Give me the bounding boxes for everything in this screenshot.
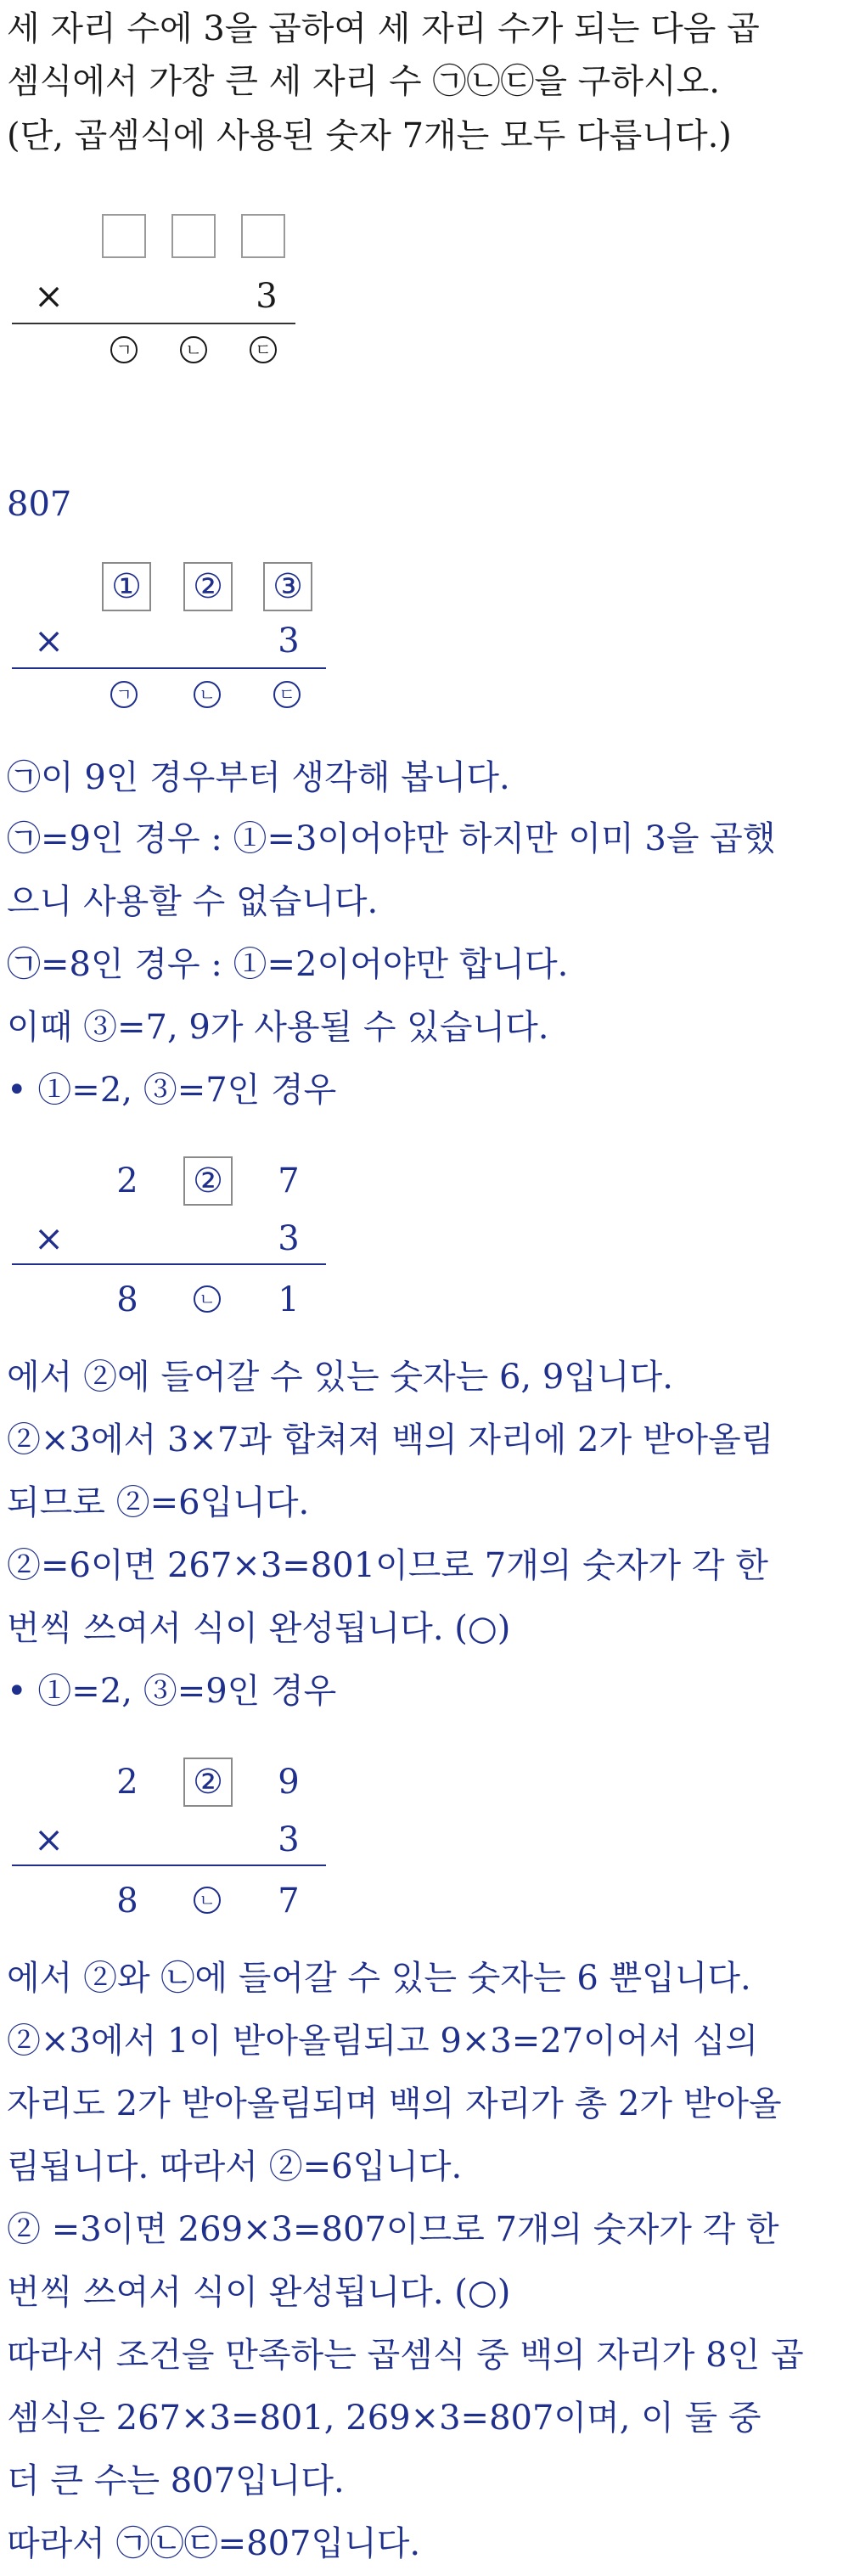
- setup-circled-nieun: ㄴ: [194, 681, 221, 708]
- explain-line-b3: 되므로 ②=6입니다.: [7, 1483, 310, 1522]
- case2-top-1: 2: [116, 1763, 138, 1802]
- problem-line-3: (단, 곱셈식에 사용된 숫자 7개는 모두 다릅니다.): [7, 116, 732, 155]
- explain-line-c3: 자리도 2가 받아올림되며 백의 자리가 총 2가 받아올: [7, 2084, 782, 2123]
- problem-line-2: 셈식에서 가장 큰 세 자리 수 ㉠㉡㉢을 구하시오.: [7, 62, 720, 101]
- explain-line-b4: ②=6이면 267×3=801이므로 7개의 숫자가 각 한: [7, 1546, 768, 1585]
- case2-multiplier: 3: [278, 1820, 300, 1859]
- case2-multiply-sign: ×: [34, 1819, 65, 1860]
- setup-multiply-sign: ×: [34, 620, 65, 661]
- case1-multiplier: 3: [278, 1219, 300, 1258]
- case1-top-2: ②: [183, 1156, 233, 1206]
- explain-line-b5: 번씩 쓰여서 식이 완성됩니다. (○): [7, 1609, 511, 1648]
- case2-result-3: 7: [278, 1881, 300, 1921]
- explain-line-c1: 에서 ②와 ㉡에 들어갈 수 있는 숫자는 6 뿐입니다.: [7, 1959, 751, 1998]
- case2-result-2: ㄴ: [194, 1887, 221, 1914]
- case1-multiply-sign: ×: [34, 1218, 65, 1259]
- explain-line-c2: ②×3에서 1이 받아올림되고 9×3=27이어서 십의: [7, 2022, 759, 2061]
- case2-top-3: 9: [278, 1763, 300, 1802]
- explain-line-b2: ②×3에서 3×7과 합쳐져 백의 자리에 2가 받아올림: [7, 1420, 774, 1460]
- multiplier-digit: 3: [256, 277, 278, 316]
- case1-top-1: 2: [116, 1161, 138, 1201]
- multiply-rule: [12, 323, 295, 324]
- conclusion-line: 따라서 ㉠㉡㉢=807입니다.: [7, 2524, 421, 2563]
- explain-line-c4: 림됩니다. 따라서 ②=6입니다.: [7, 2147, 463, 2186]
- setup-box-2: ②: [183, 562, 233, 611]
- case1-result-3: 1: [278, 1280, 300, 1319]
- circled-digeut: ㄷ: [250, 336, 277, 363]
- explain-line-c9: 더 큰 수는 807입니다.: [7, 2461, 345, 2500]
- explain-line-a5: 이때 ③=7, 9가 사용될 수 있습니다.: [7, 1008, 549, 1047]
- case-heading-2: • ①=2, ③=9인 경우: [7, 1672, 337, 1711]
- circled-nieun: ㄴ: [180, 336, 207, 363]
- setup-multiplier: 3: [278, 622, 300, 661]
- case1-result-2: ㄴ: [194, 1285, 221, 1313]
- explain-line-b1: 에서 ②에 들어갈 수 있는 숫자는 6, 9입니다.: [7, 1358, 673, 1397]
- explain-line-c8: 셈식은 267×3=801, 269×3=807이며, 이 둘 중: [7, 2399, 762, 2438]
- setup-circled-giyeok: ㄱ: [110, 681, 138, 708]
- case2-result-1: 8: [116, 1881, 138, 1921]
- setup-box-3: ③: [263, 562, 312, 611]
- circled-giyeok: ㄱ: [110, 336, 138, 363]
- setup-circled-digeut: ㄷ: [273, 681, 301, 708]
- setup-rule: [12, 667, 326, 669]
- multiply-sign: ×: [34, 275, 65, 317]
- explain-line-a2: ㉠=9인 경우 : ①=3이어야만 하지만 이미 3을 곱했: [7, 819, 776, 858]
- explain-line-a1: ㉠이 9인 경우부터 생각해 봅니다.: [7, 758, 510, 797]
- setup-box-1: ①: [102, 562, 151, 611]
- case2-top-2: ②: [183, 1758, 233, 1807]
- explain-line-a4: ㉠=8인 경우 : ①=2이어야만 합니다.: [7, 945, 569, 984]
- case1-result-1: 8: [116, 1280, 138, 1319]
- case2-rule: [12, 1865, 326, 1866]
- explain-line-a3: 으니 사용할 수 없습니다.: [7, 882, 379, 921]
- answer-value: 807: [7, 485, 72, 524]
- blank-box-ones: [241, 214, 285, 258]
- explain-line-c5: ② =3이면 269×3=807이므로 7개의 숫자가 각 한: [7, 2210, 779, 2249]
- blank-box-tens: [171, 214, 216, 258]
- explain-line-c7: 따라서 조건을 만족하는 곱셈식 중 백의 자리가 8인 곱: [7, 2336, 804, 2375]
- case-heading-1: • ①=2, ③=7인 경우: [7, 1071, 337, 1110]
- explain-line-c6: 번씩 쓰여서 식이 완성됩니다. (○): [7, 2273, 511, 2312]
- blank-box-hundreds: [102, 214, 146, 258]
- problem-line-1: 세 자리 수에 3을 곱하여 세 자리 수가 되는 다음 곱: [7, 9, 760, 48]
- case1-top-3: 7: [278, 1161, 300, 1201]
- case1-rule: [12, 1263, 326, 1265]
